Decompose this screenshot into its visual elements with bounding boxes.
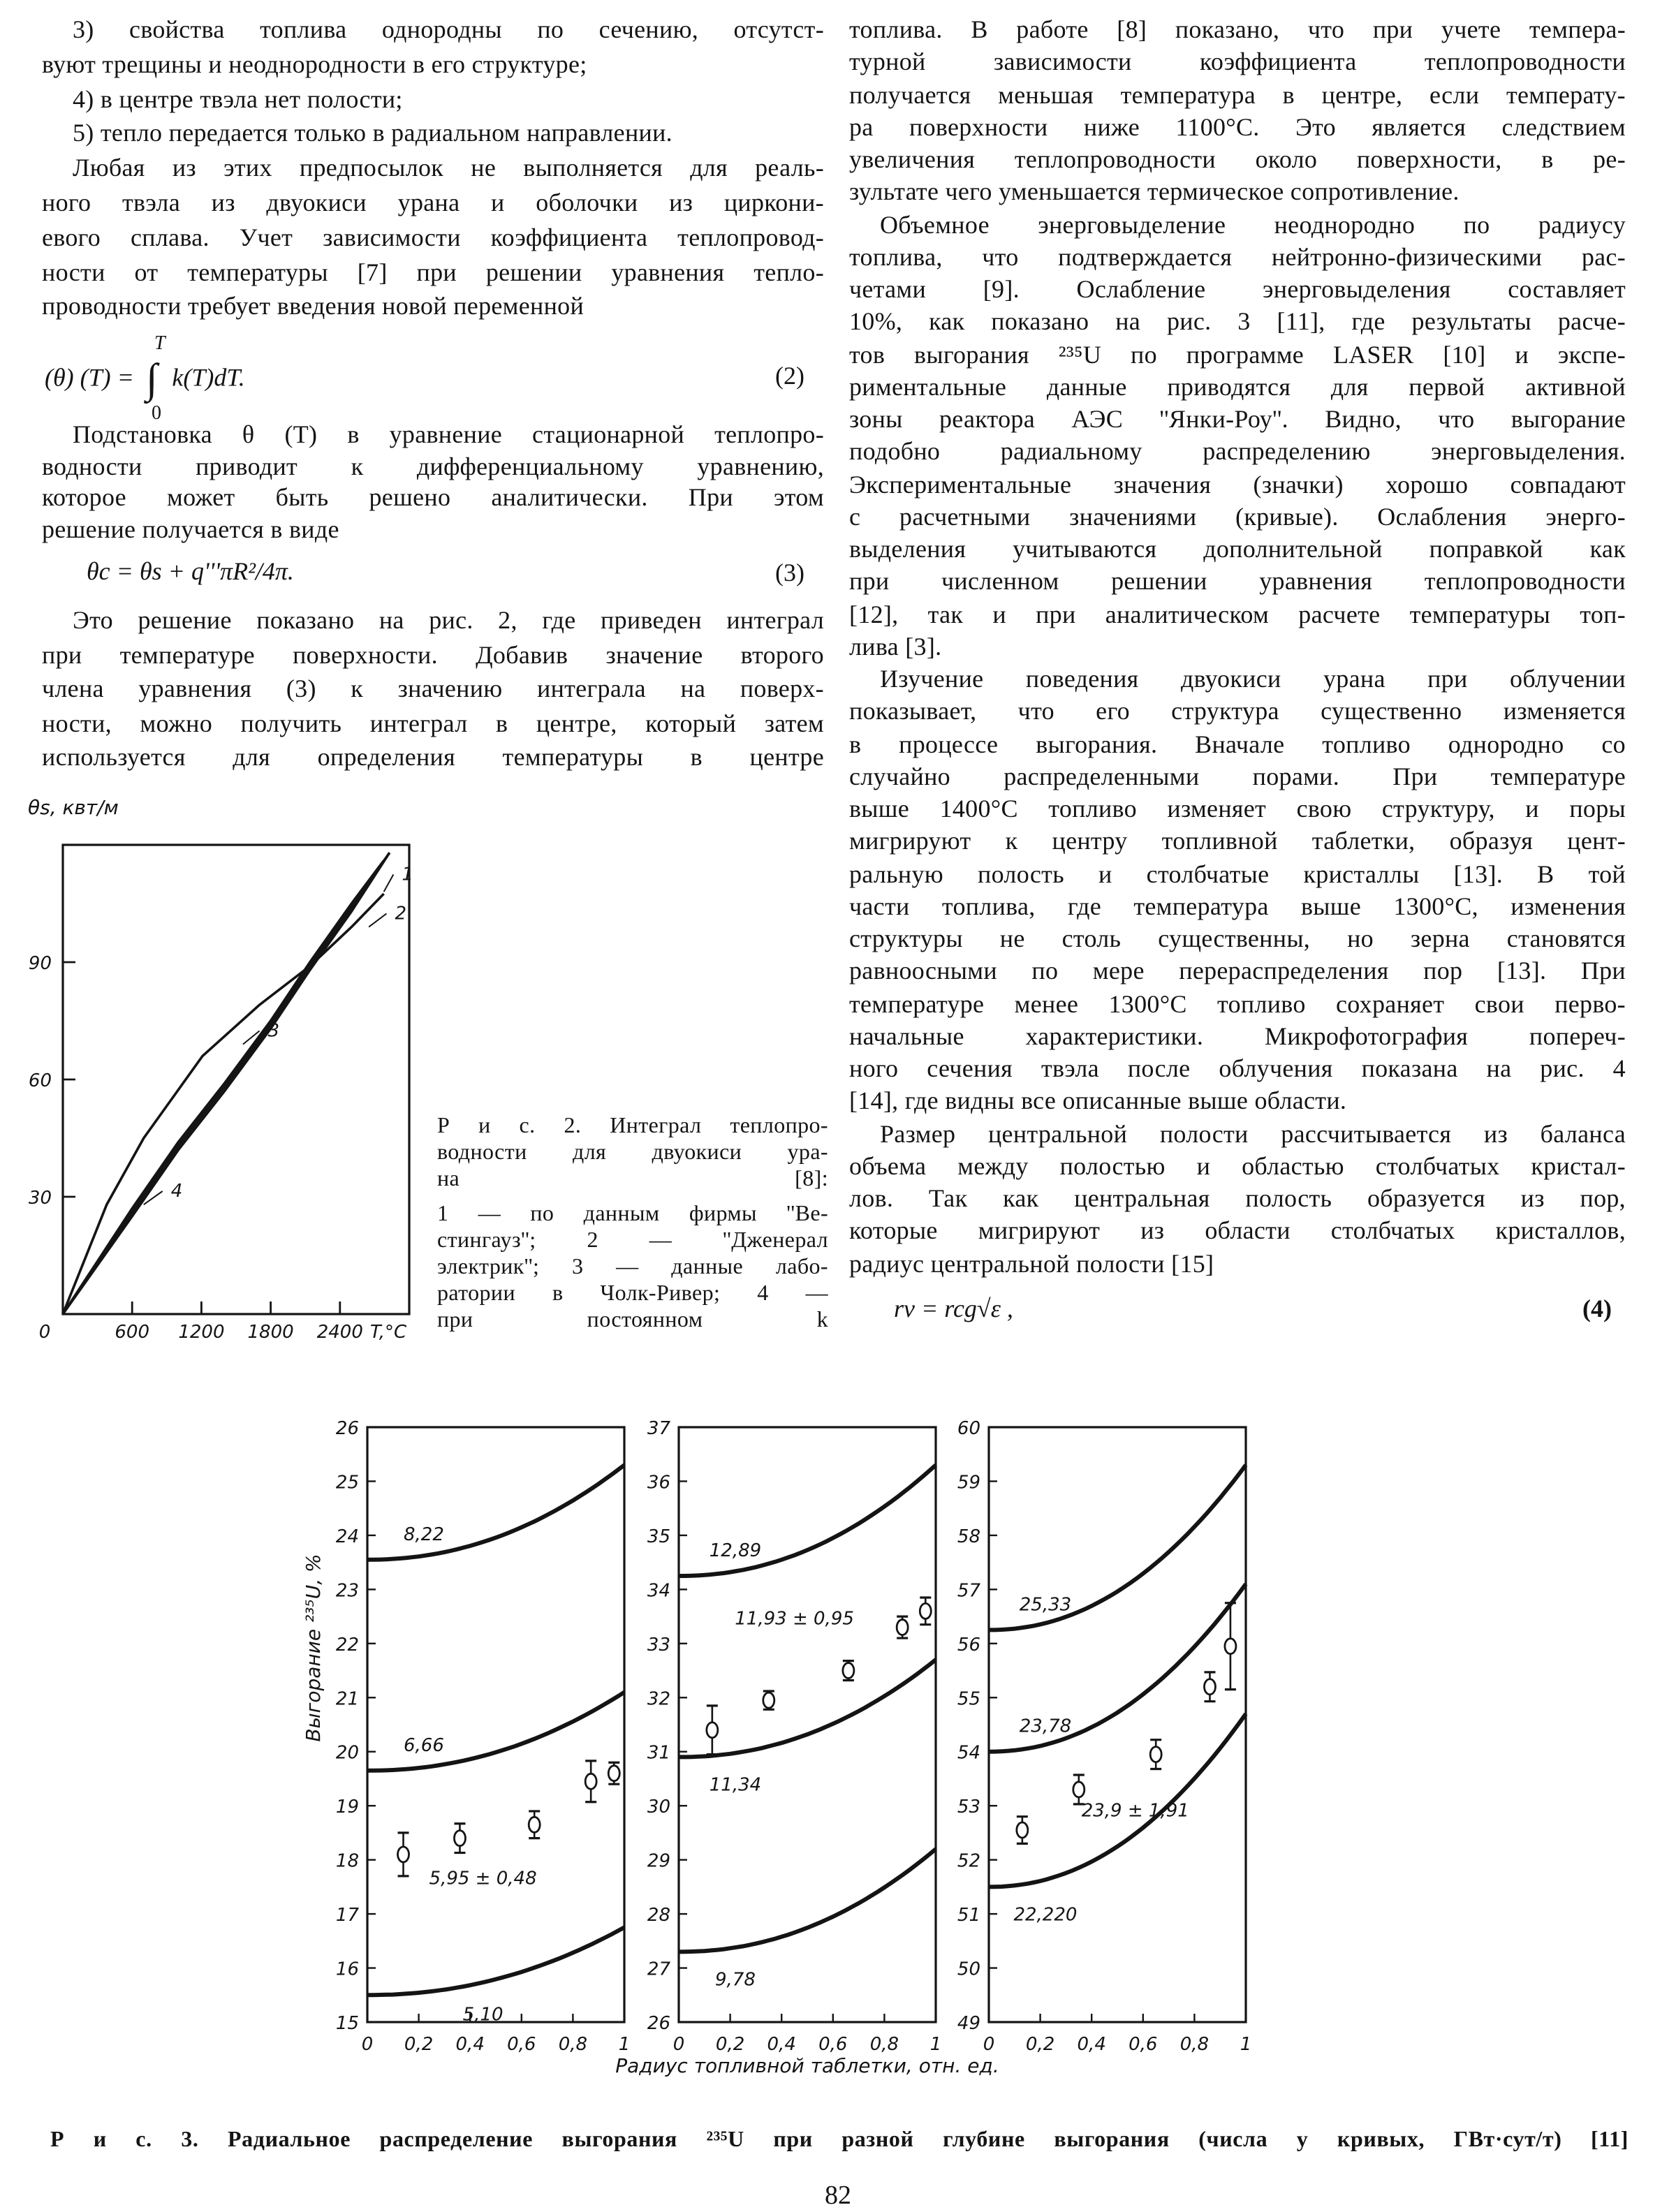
- text-line: с расчетными значениями (кривые). Ослабления энерго-: [849, 502, 1626, 531]
- text-line: риментальные данные приводятся для первой активной: [849, 372, 1626, 401]
- text-line: ра поверхности ниже 1100°С. Это является следствием: [849, 112, 1626, 141]
- experimental-point: [529, 1817, 540, 1832]
- y-tick-label: 60: [957, 1418, 980, 1439]
- text-line: [12], так и при аналитическом расчете температуры топ-: [849, 600, 1626, 628]
- y-tick-label: 15: [335, 2013, 359, 2034]
- y-tick-label: 25: [335, 1472, 359, 1494]
- y-tick-label: 28: [647, 1905, 670, 1926]
- caption-line: водности для двуокиси ура-: [437, 1141, 828, 1165]
- y-tick-label: 22: [335, 1634, 359, 1656]
- text-line: ности, можно получить интеграл в центре, который затем: [42, 709, 824, 737]
- text-line: которые мигрируют из области столбчатых кристаллов,: [849, 1216, 1626, 1245]
- y-tick-label: 50: [957, 1959, 980, 1980]
- y-tick-label: 30: [647, 1797, 670, 1818]
- text-line: ного сечения твэла после облучения показана на рис. 4: [849, 1054, 1626, 1082]
- text-line: ного твэла из двуокиси урана и оболочки из циркони-: [42, 188, 824, 216]
- x-tick-label: 600: [115, 1322, 150, 1343]
- text-line: случайно распределенными порами. При температуре: [849, 762, 1626, 790]
- x-tick-label: 0,6: [818, 2034, 848, 2055]
- equation-4: rv = rcg√ε ,: [894, 1295, 1013, 1322]
- text-line: при численном решении уравнения теплопроводности: [849, 567, 1626, 596]
- integral-lower-limit: 0: [151, 404, 161, 425]
- y-tick-label: 34: [647, 1580, 670, 1602]
- y-axis-label: θs, квт/м: [28, 796, 119, 819]
- text-line: топлива, что подтверждается нейтронно-физическими рас-: [849, 242, 1626, 271]
- text-line: ности от температуры [7] при решении уравнения тепло-: [42, 258, 824, 286]
- x-tick-label: 0,4: [767, 2034, 796, 2055]
- x-tick-label: 0,8: [869, 2034, 899, 2055]
- text-line: лива [3].: [849, 632, 942, 661]
- plot-frame: [63, 845, 409, 1314]
- text-line: радиус центральной полости [15]: [849, 1249, 1214, 1277]
- equation-4-number: (4): [1582, 1295, 1612, 1322]
- x-tick-label: 1800: [247, 1322, 294, 1343]
- text-line: 3) свойства топлива однородны по сечению, отсутст-: [73, 15, 824, 43]
- figure-3-caption: Р и с. 3. Радиальное распределение выгорания ²³⁵U при разной глубине выгорания (числа у кривых, ГВт·сут/т) [11]: [50, 2128, 1629, 2152]
- text-line: четами [9]. Ослабление энерговыделения составляет: [849, 275, 1626, 303]
- caption-line: на [8]:: [437, 1167, 828, 1191]
- curve-label: 12,89: [709, 1540, 762, 1561]
- experimental-average-label: 11,93 ± 0,95: [735, 1608, 854, 1630]
- equation-3-number: (3): [775, 559, 804, 587]
- y-tick-label: 24: [335, 1526, 359, 1547]
- calculated-burnup-curve: [367, 1693, 624, 1771]
- y-tick-label: 17: [335, 1905, 359, 1926]
- experimental-point: [843, 1663, 854, 1679]
- text-line: зоны реактора АЭС ''Янки-Роу''. Видно, что выгорание: [849, 405, 1626, 433]
- y-tick-label: 52: [957, 1850, 980, 1872]
- y-tick-label: 33: [647, 1634, 670, 1656]
- experimental-point: [897, 1620, 908, 1635]
- x-tick-label: 1: [1240, 2034, 1252, 2055]
- y-tick-label: 57: [957, 1580, 980, 1602]
- experimental-point: [1150, 1747, 1161, 1762]
- text-line: равноосными по мере перераспределения пор [13]. При: [849, 957, 1626, 985]
- series-2-label: 2: [395, 903, 407, 924]
- experimental-point: [920, 1603, 931, 1619]
- text-line: мигрируют к центру топливной таблетки, образуя цент-: [849, 827, 1626, 855]
- figure-3-panel-1: [367, 1427, 624, 2022]
- experimental-point: [585, 1774, 596, 1789]
- calculated-burnup-curve: [367, 1927, 624, 1995]
- curve-label: 5,10: [462, 2004, 503, 2026]
- x-tick-label: 2400: [316, 1322, 363, 1343]
- text-line: получается меньшая температура в центре, если температу-: [849, 80, 1626, 108]
- y-tick-label: 21: [335, 1688, 359, 1710]
- figure-3-panel-2: [679, 1427, 936, 2022]
- experimental-average-label: 23,9 ± 1,91: [1081, 1800, 1189, 1822]
- figure-2-chart: [63, 845, 409, 1314]
- y-tick-label: 53: [957, 1797, 980, 1818]
- y-tick-label: 26: [647, 2013, 670, 2034]
- text-line: выделения учитываются дополнительной поправкой как: [849, 535, 1626, 563]
- y-tick-label: 58: [957, 1526, 980, 1547]
- caption-line: при постоянном k: [437, 1308, 828, 1332]
- y-tick-label: 60: [28, 1070, 52, 1091]
- y-tick-label: 20: [335, 1742, 359, 1764]
- text-line: ральную полость и столбчатые кристаллы [13]. В той: [849, 860, 1626, 887]
- curve-label: 23,78: [1019, 1716, 1072, 1737]
- curve-label: 11,34: [709, 1774, 762, 1796]
- series-2-line: [63, 894, 384, 1314]
- text-line: 10%, как показано на рис. 3 [11], где результаты расче-: [849, 307, 1626, 336]
- text-line: члена уравнения (3) к значению интеграла на поверх-: [42, 674, 824, 702]
- y-axis-label: Выгорание ²³⁵U, %: [302, 1554, 325, 1742]
- experimental-point: [1017, 1822, 1028, 1838]
- text-line: лов. Так как центральная полость образуется из пор,: [849, 1184, 1626, 1212]
- y-tick-label: 23: [335, 1580, 359, 1602]
- x-tick-label: 0,2: [715, 2034, 745, 2055]
- calculated-burnup-curve: [679, 1660, 936, 1757]
- experimental-point: [608, 1766, 619, 1781]
- text-line: в процессе выгорания. Вначале топливо однородно со: [849, 730, 1626, 758]
- x-tick-label: 1200: [178, 1322, 225, 1343]
- x-axis-label: Радиус топливной таблетки, отн. ед.: [615, 2054, 999, 2077]
- caption-line: 1 — по данным фирмы ''Ве-: [437, 1202, 828, 1226]
- x-tick-label: 0: [361, 2034, 374, 2055]
- text-line: проводности требует введения новой переменной: [42, 292, 585, 320]
- experimental-point: [454, 1831, 465, 1846]
- text-line: Экспериментальные значения (значки) хорошо совпадают: [849, 470, 1626, 498]
- text-line: которое может быть решено аналитически. При этом: [42, 483, 824, 511]
- x-tick-label: 1: [929, 2034, 942, 2055]
- text-line: части топлива, где температура выше 1300°С, изменения: [849, 892, 1626, 920]
- text-line: турной зависимости коэффициента теплопроводности: [849, 47, 1626, 76]
- text-line: при температуре поверхности. Добавив значение второго: [42, 640, 824, 668]
- y-tick-label: 59: [957, 1472, 980, 1494]
- y-tick-label: 49: [957, 2013, 980, 2034]
- text-line: структуры не столь существенны, но зерна становятся: [849, 924, 1626, 952]
- text-line: выше 1400°С топливо изменяет свою структуру, и поры: [849, 795, 1626, 823]
- series-2-leader: [369, 913, 386, 927]
- y-tick-label: 18: [335, 1850, 359, 1872]
- x-tick-label: 0: [38, 1322, 51, 1343]
- curve-label: 22,220: [1013, 1904, 1078, 1926]
- y-tick-label: 54: [957, 1742, 980, 1764]
- text-line: евого сплава. Учет зависимости коэффициента теплопровод-: [42, 223, 824, 251]
- y-tick-label: 37: [647, 1418, 670, 1439]
- y-tick-label: 90: [28, 953, 52, 974]
- experimental-point: [398, 1847, 409, 1862]
- series-1-label: 1: [402, 864, 413, 885]
- text-line: Подстановка θ (T) в уравнение стационарной теплопро-: [73, 420, 824, 448]
- x-tick-label: 0,8: [1179, 2034, 1210, 2055]
- x-tick-label: 0,2: [1025, 2034, 1055, 2055]
- x-tick-label: 0,6: [507, 2034, 536, 2055]
- y-tick-label: 31: [647, 1742, 670, 1764]
- y-tick-label: 32: [647, 1688, 670, 1710]
- integral-sign: ∫ T 0: [145, 334, 166, 425]
- text-line: Объемное энерговыделение неоднородно по радиусу: [880, 210, 1626, 238]
- text-line: увеличения теплопроводности около поверхности, в ре-: [849, 145, 1626, 173]
- x-tick-label: 0,4: [455, 2034, 485, 2055]
- x-tick-label: 0: [983, 2034, 995, 2055]
- text-line: зультате чего уменьшается термическое сопротивление.: [849, 177, 1460, 206]
- x-tick-label: 0,4: [1077, 2034, 1106, 2055]
- text-line: водности приводит к дифференциальному уравнению,: [42, 452, 824, 480]
- text-line: температуре менее 1300°С топливо сохраняет свои перво-: [849, 989, 1626, 1017]
- experimental-average-label: 5,95 ± 0,48: [429, 1868, 537, 1889]
- y-tick-label: 35: [647, 1526, 670, 1547]
- y-tick-label: 26: [335, 1418, 359, 1439]
- equation-3: θc = θs + q'''πR²/4π.: [87, 557, 294, 585]
- y-tick-label: 55: [957, 1688, 980, 1710]
- text-line: подобно радиальному распределению энерговыделения.: [849, 437, 1626, 466]
- x-tick-label: 1: [618, 2034, 631, 2055]
- integral-upper-limit: T: [154, 334, 166, 355]
- page-number: 82: [825, 2181, 851, 2211]
- x-tick-label: 0: [672, 2034, 685, 2055]
- text-line: Размер центральной полости рассчитывается из баланса: [880, 1119, 1626, 1147]
- text-line: Любая из этих предпосылок не выполняется для реаль-: [73, 154, 824, 182]
- text-line: начальные характеристики. Микрофотография попереч-: [849, 1022, 1626, 1050]
- curve-label: 25,33: [1019, 1594, 1072, 1616]
- caption-line: электрик''; 3 — данные лабо-: [437, 1255, 828, 1279]
- text-line: [14], где видны все описанные выше области.: [849, 1086, 1347, 1115]
- experimental-point: [707, 1723, 718, 1738]
- series-1-leader: [384, 874, 394, 892]
- y-tick-label: 29: [647, 1850, 670, 1872]
- text-line: вуют трещины и неоднородности в его структуре;: [42, 50, 587, 78]
- caption-line: Р и с. 2. Интеграл теплопро-: [437, 1114, 828, 1138]
- text-line: Это решение показано на рис. 2, где приведен интеграл: [73, 606, 824, 634]
- y-tick-label: 56: [957, 1634, 980, 1656]
- experimental-point: [1204, 1679, 1215, 1695]
- y-tick-label: 30: [28, 1188, 52, 1209]
- y-tick-label: 19: [335, 1797, 359, 1818]
- text-line: тов выгорания ²³⁵U по программе LASER [10] и экспе-: [849, 340, 1626, 368]
- calculated-burnup-curve: [367, 1465, 624, 1560]
- x-tick-label: 0,6: [1129, 2034, 1158, 2055]
- text-line: объема между полостью и областью столбчатых кристал-: [849, 1151, 1626, 1180]
- y-tick-label: 16: [335, 1959, 359, 1980]
- curve-label: 6,66: [404, 1734, 444, 1756]
- y-tick-label: 27: [647, 1959, 670, 1980]
- text-line: Изучение поведения двуокиси урана при облучении: [880, 665, 1626, 693]
- text-line: показывает, что его структура существенно изменяется: [849, 697, 1626, 725]
- text-line: используется для определения температуры в центре: [42, 743, 824, 771]
- text-line: 4) в центре твэла нет полости;: [73, 84, 403, 113]
- calculated-burnup-curve: [679, 1849, 936, 1952]
- text-line: 5) тепло передается только в радиальном направлении.: [73, 119, 672, 147]
- experimental-point: [1225, 1639, 1236, 1654]
- series-4-label: 4: [170, 1181, 183, 1202]
- x-tick-label: 0,2: [404, 2034, 434, 2055]
- plot-frame: [367, 1427, 624, 2022]
- equation-2-lhs: (θ) (T) =: [45, 363, 134, 392]
- equation-2-number: (2): [775, 362, 804, 390]
- curve-label: 9,78: [715, 1969, 756, 1991]
- equation-2-integrand: k(T)dT.: [172, 363, 245, 392]
- x-tick-label: 0,8: [558, 2034, 588, 2055]
- y-tick-label: 36: [647, 1472, 670, 1494]
- experimental-point: [763, 1693, 774, 1708]
- x-axis-label: T,°C: [369, 1322, 407, 1343]
- experimental-point: [1073, 1782, 1085, 1797]
- caption-line: ратории в Чолк-Ривер; 4 —: [437, 1282, 828, 1306]
- text-line: решение получается в виде: [42, 515, 339, 543]
- curve-label: 8,22: [404, 1524, 444, 1545]
- y-tick-label: 51: [957, 1905, 980, 1926]
- text-line: топлива. В работе [8] показано, что при учете темпера-: [849, 15, 1626, 43]
- series-3-label: 3: [267, 1020, 280, 1042]
- caption-line: стингауз''; 2 — ''Дженерал: [437, 1229, 828, 1253]
